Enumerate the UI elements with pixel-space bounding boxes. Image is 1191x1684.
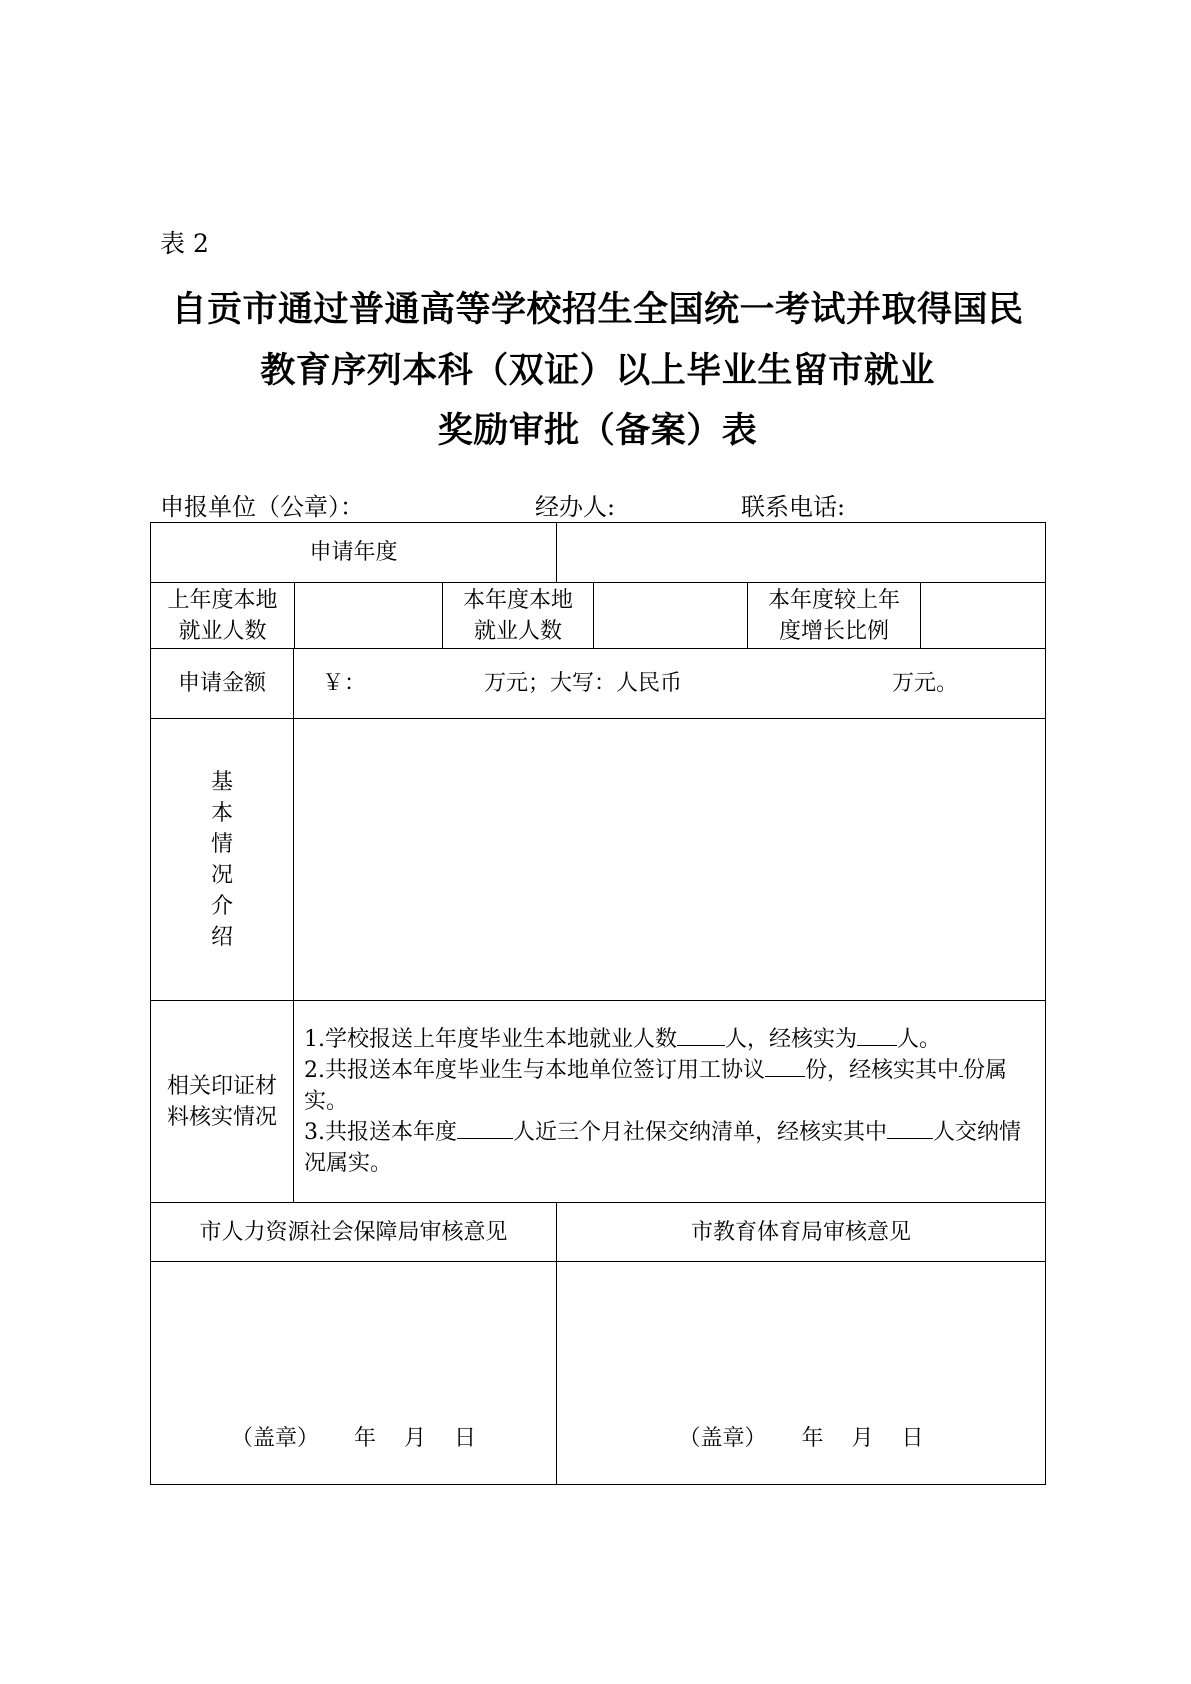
hr-opinion-content[interactable] <box>151 1262 557 1485</box>
blank-field[interactable] <box>765 1056 805 1077</box>
amount-row <box>151 649 1046 719</box>
verification-item-3: 3.共报送本年度 人近三个月社保交纳清单，经核实其中 人交纳情况属实。 <box>304 1120 1022 1176</box>
prev-year-local-value[interactable] <box>295 583 443 648</box>
verification-item-2: 2.共报送本年度毕业生与本地单位签订用工协议 份，经核实其中 份属实。 <box>304 1058 1008 1114</box>
opinion-body-row <box>151 1262 1046 1485</box>
application-year-text: 申请年度 <box>309 540 398 565</box>
amount-yen-symbol: ￥： <box>322 671 367 696</box>
form-title-line-3: 奖励审批（备案）表 <box>437 410 758 451</box>
opinion-header-row <box>151 1203 1046 1262</box>
blank-field[interactable] <box>857 1025 897 1046</box>
handler-label: 经办人: <box>535 493 616 521</box>
blank-field[interactable] <box>887 1118 933 1139</box>
table-number-label: 表 2 <box>160 229 209 258</box>
application-year-value[interactable] <box>557 523 1046 583</box>
verification-label: 相关印证材料核实情况 <box>151 1001 294 1203</box>
amount-value[interactable] <box>294 649 1046 719</box>
form-title-line-2: 教育序列本科（双证）以上毕业生留市就业 <box>260 350 935 391</box>
edu-stamp-date: （盖章） 年 月 日 <box>678 1426 924 1451</box>
verification-row <box>151 1001 1046 1203</box>
curr-year-local-label: 本年度本地就业人数 <box>443 583 594 648</box>
basic-info-content[interactable] <box>294 719 1046 1001</box>
phone-label: 联系电话: <box>741 493 846 521</box>
verification-content <box>294 1001 1046 1203</box>
amount-uppercase-label: 万元；大写：人民币 <box>484 671 683 696</box>
basic-info-label: 基本情况介绍 <box>151 719 294 1001</box>
hr-opinion-label: 市人力资源社会保障局审核意见 <box>151 1203 557 1262</box>
applicant-unit-label: 申报单位（公章）： <box>160 493 364 521</box>
employment-count-row <box>151 583 1046 649</box>
form-title-line-1: 自贡市通过普通高等学校招生全国统一考试并取得国民 <box>171 289 1024 330</box>
edu-opinion-label: 市教育体育局审核意见 <box>557 1203 1046 1262</box>
basic-info-row <box>151 719 1046 1001</box>
application-year-label <box>151 523 557 583</box>
verification-item-1: 1.学校报送上年度毕业生本地就业人数 人，经核实为 人。 <box>304 1027 942 1052</box>
amount-label: 申请金额 <box>151 649 294 719</box>
edu-opinion-content[interactable] <box>557 1262 1046 1485</box>
growth-ratio-value[interactable] <box>921 583 1045 648</box>
approval-form-table <box>150 522 1046 1485</box>
blank-field[interactable] <box>677 1025 725 1046</box>
curr-year-local-value[interactable] <box>594 583 748 648</box>
amount-unit-label: 万元。 <box>892 671 959 696</box>
hr-stamp-date: （盖章） 年 月 日 <box>231 1426 476 1451</box>
blank-field[interactable] <box>457 1118 513 1139</box>
application-year-row <box>151 523 1046 583</box>
prev-year-local-label: 上年度本地就业人数 <box>151 583 295 648</box>
growth-ratio-label: 本年度较上年度增长比例 <box>748 583 921 648</box>
